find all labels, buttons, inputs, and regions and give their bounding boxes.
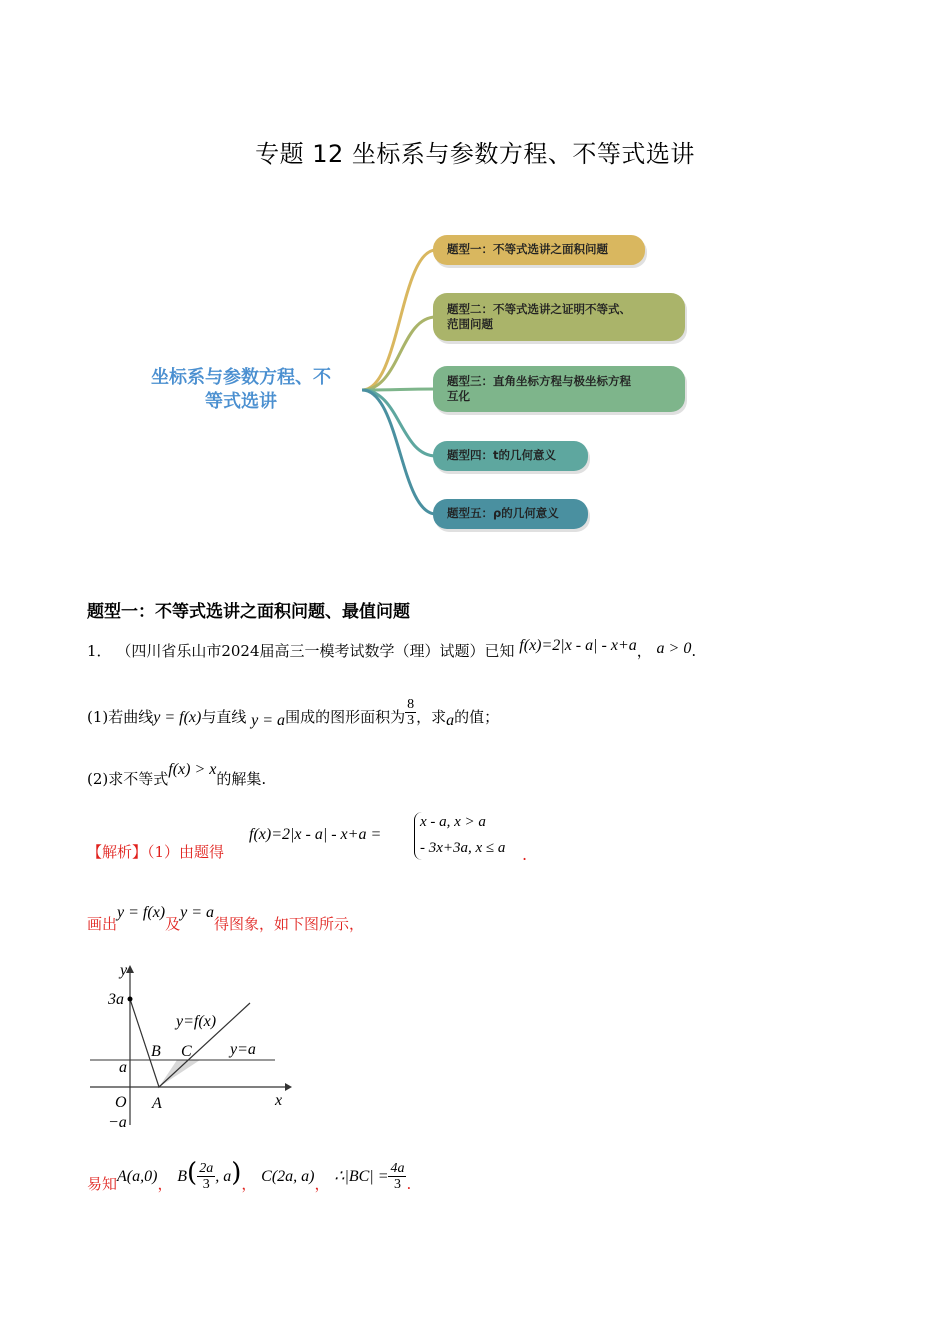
curve-label: y=f(x)	[176, 1013, 217, 1030]
mindmap-center-line1: 坐标系与参数方程、不	[151, 367, 331, 388]
function-graph	[80, 955, 300, 1130]
piecewise-case-1: x - a, x > a	[420, 814, 486, 830]
problem-condition: a > 0	[656, 640, 692, 657]
label-B: B	[151, 1043, 161, 1060]
solution-tag-line: 【解析】（1）由题得	[87, 843, 225, 861]
solution-function: f(x)=2|x - a| - x+a =	[249, 826, 382, 843]
mindmap-center	[128, 366, 354, 414]
question-2: (2)求不等式f(x) > x的解集.	[87, 761, 267, 788]
problem-line: 1． （四川省乐山市2024届高三一模考试数学（理）试题）已知 f(x)=2|x - a| - x+a， a > 0.	[87, 637, 697, 660]
mindmap-connectors	[0, 0, 950, 560]
line-label: y=a	[230, 1041, 256, 1058]
section-heading: 题型一：不等式选讲之面积问题、最值问题	[87, 602, 410, 622]
label-3a: 3a	[108, 991, 124, 1008]
label-A: A	[152, 1095, 162, 1112]
label-a: a	[119, 1059, 127, 1076]
x-axis-label: x	[275, 1092, 283, 1109]
point-C: C(2a, a)	[261, 1168, 315, 1185]
problem-function: f(x)=2|x - a| - x+a	[519, 637, 637, 654]
point-3a	[128, 997, 133, 1002]
label-neg-a: −a	[108, 1114, 127, 1130]
mindmap-branch-2: 题型二：不等式选讲之证明不等式、 范围问题	[433, 293, 685, 341]
label-C: C	[181, 1043, 192, 1060]
draw-line: 画出y = f(x)及y = a得图象，如下图所示，	[87, 904, 365, 933]
points-line: 易知A(a,0)， B( $\frac{2a}{3}$ , a)， C(2a, a)， ∴|BC| = $\frac{4a}{3}$ .	[87, 1158, 412, 1193]
solution-tag: 【解析】	[87, 843, 148, 861]
problem-source: （四川省乐山市2024届高三一模考试数学（理）试题）已知	[116, 642, 515, 660]
page-title: 专题 12 坐标系与参数方程、不等式选讲	[255, 140, 695, 168]
mindmap-branch-4: 题型四：t的几何意义	[433, 441, 588, 471]
y-axis-label: y	[120, 962, 128, 979]
shaded-region	[159, 1060, 200, 1087]
bc-length: ∴|BC| =	[334, 1168, 389, 1185]
piecewise-case-2: - 3x+3a, x ≤ a	[420, 840, 506, 856]
point-A: A(a,0)	[117, 1168, 158, 1185]
mindmap-center-line2: 等式选讲	[205, 391, 277, 412]
label-origin: O	[115, 1094, 127, 1111]
mindmap-branch-1: 题型一：不等式选讲之面积问题	[433, 235, 645, 265]
problem-number: 1．	[87, 642, 112, 660]
area-fraction: $\frac{8}{3}$	[407, 696, 415, 728]
question-1: (1)若曲线y = f(x)与直线 y = a围成的图形面积为 $\frac{8}{3}$ ，求a的值；	[87, 696, 500, 729]
mindmap-branch-5: 题型五：ρ的几何意义	[433, 499, 588, 529]
mindmap-branch-3: 题型三：直角坐标方程与极坐标方程 互化	[433, 366, 685, 412]
